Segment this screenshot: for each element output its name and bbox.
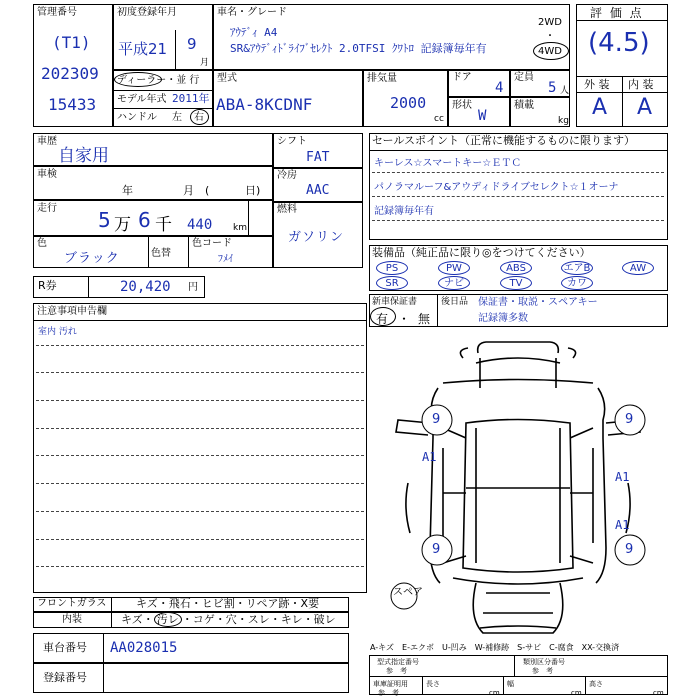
disp-label: 排気量 xyxy=(367,73,397,84)
registration-label: 登録番号 xyxy=(43,671,87,684)
mileage-rest: 440 xyxy=(187,217,213,233)
car-grade: SR&ｱｳﾃﾞｨﾄﾞﾗｲﾌﾞｾﾚｸﾄ 2.0TFSI ｸﾜﾄﾛ 記録簿毎年有 xyxy=(230,42,487,55)
score-int: A xyxy=(637,95,653,120)
color-label: 色 xyxy=(37,238,47,249)
handle-left: 左 xyxy=(172,112,182,123)
garage-ref: 参 考 xyxy=(378,689,399,697)
spare-label: スペア xyxy=(393,587,423,598)
drive-4wd: 4WD xyxy=(538,46,562,57)
equip-airbag: エアB xyxy=(561,261,593,275)
damage-mark-left: A1 xyxy=(422,450,437,464)
windshield-text: キズ・飛石・ヒビ割・リペア跡・X要 xyxy=(136,597,320,610)
length-unit: cm xyxy=(489,689,500,697)
score-int-label: 内 装 xyxy=(628,78,654,91)
garage-cert-label: 車庫証明用 xyxy=(373,680,408,688)
damage-legend: A-キズ E-エクボ U-凹み W-補修跡 S-サビ C-腐食 XX-交換済 xyxy=(370,643,620,652)
score-ext-label: 外 装 xyxy=(584,78,610,91)
mgmt-label: 管理番号 xyxy=(37,7,77,18)
mgmt-number-2: 15433 xyxy=(48,95,97,114)
mileage-man-num: 5 xyxy=(98,208,111,232)
equip-sr: SR xyxy=(376,276,408,290)
equip-abs: ABS xyxy=(500,261,532,275)
interior-label: 内装 xyxy=(62,614,82,625)
recycle-value: 20,420 xyxy=(120,279,171,295)
height-unit: cm xyxy=(653,689,664,697)
disp-value: 2000 xyxy=(390,94,427,112)
doors-value: 4 xyxy=(495,80,504,96)
tire-mark-front-right: 9 xyxy=(625,412,634,427)
recycle-label: R券 xyxy=(38,279,57,292)
inspection-box xyxy=(33,166,273,200)
score-value: (4.5) xyxy=(588,28,650,58)
mileage-sen: 千 xyxy=(155,215,172,235)
chassis-label: 車台番号 xyxy=(43,641,87,654)
load-label: 積載 xyxy=(514,100,534,111)
sales-line-3: 記録簿毎年有 xyxy=(374,206,434,217)
score-ext: A xyxy=(592,95,608,120)
class-ref: 参 考 xyxy=(532,667,553,675)
damage-mark-right-lower: A1 xyxy=(615,518,630,532)
tire-mark-rear-left: 9 xyxy=(432,542,441,557)
class-label: 類別区分番号 xyxy=(523,658,565,666)
ac-value: AAC xyxy=(306,183,330,198)
score-label: 評 価 点 xyxy=(590,6,644,20)
mileage-sen-num: 6 xyxy=(138,208,151,232)
fuel-label: 燃料 xyxy=(277,204,297,215)
inspection-day-open: ( xyxy=(205,184,210,197)
mileage-unit: km xyxy=(233,223,247,233)
height-label: 高さ xyxy=(589,680,603,688)
history-label: 車歴 xyxy=(37,136,57,147)
notes-label: 注意事項申告欄 xyxy=(37,306,107,317)
ac-label: 冷房 xyxy=(277,170,297,181)
drive-4wd-circle xyxy=(533,42,569,60)
equip-tv: TV xyxy=(500,276,532,290)
equip-pw: PW xyxy=(438,261,470,275)
color-code-label: 色コード xyxy=(192,238,232,249)
drive-2wd: 2WD xyxy=(538,17,562,28)
warranty-yes: 有 xyxy=(376,312,389,326)
damage-mark-right-upper: A1 xyxy=(615,470,630,484)
interior-post: ・コゲ・穴・スレ・キレ・破レ xyxy=(181,613,336,626)
inspection-label: 車検 xyxy=(37,169,57,180)
inspection-day: 日) xyxy=(245,184,261,197)
warranty-no: 無 xyxy=(418,312,431,326)
equip-aw: AW xyxy=(622,261,654,275)
history-value: 自家用 xyxy=(58,146,109,166)
interior-circled: 汚レ xyxy=(154,612,182,627)
model-year: 2011年 xyxy=(172,92,210,105)
shift-value: FAT xyxy=(306,150,330,165)
interior-pre: キズ・ xyxy=(121,613,154,626)
chassis-value: AA028015 xyxy=(110,640,178,656)
length-label: 長さ xyxy=(426,680,440,688)
windshield-label: フロントガラス xyxy=(37,598,107,609)
mgmt-number-1: 202309 xyxy=(41,64,99,83)
handle-right: 右 xyxy=(194,112,204,123)
equipment-label: 装備品（純正品に限り◎をつけてください） xyxy=(372,246,591,259)
later-line-1: 保証書・取説・スペアキー xyxy=(478,297,598,308)
shape-label: 形状 xyxy=(452,100,472,111)
load-unit: kg xyxy=(558,116,569,126)
repaint-label: 色替 xyxy=(151,248,171,259)
handle-label: ハンドル xyxy=(117,112,157,123)
model-label: 型式 xyxy=(217,73,237,84)
fuel-value: ガソリン xyxy=(288,230,345,245)
tire-mark-rear-right: 9 xyxy=(625,542,634,557)
type-ref: 参 考 xyxy=(386,667,407,675)
mileage-man: 万 xyxy=(114,215,131,235)
first-reg-month-unit: 月 xyxy=(200,58,210,68)
capacity-label: 定員 xyxy=(514,72,534,83)
notes-line-1: 室内 汚れ xyxy=(38,327,77,337)
sales-line-1: キーレス☆スマートキー☆ＥＴＣ xyxy=(374,158,522,169)
color-code-value: ﾌﾒｲ xyxy=(218,254,233,265)
sales-label: セールスポイント（正常に機能するものに限ります） xyxy=(372,134,636,147)
disp-unit: cc xyxy=(434,114,444,124)
first-reg-era: 平成21 xyxy=(118,40,168,58)
width-unit: cm xyxy=(571,689,582,697)
warranty-sep: ・ xyxy=(398,312,411,326)
width-label: 幅 xyxy=(507,680,514,688)
shape-value: W xyxy=(478,108,487,124)
capacity-value: 5 xyxy=(548,80,557,96)
tire-mark-front-left: 9 xyxy=(432,412,441,427)
equip-leather: カワ xyxy=(561,276,593,290)
dealer-text: ディーラー・並 行 xyxy=(117,75,200,86)
car-name: ｱｳﾃﾞｨ A4 xyxy=(230,26,278,39)
lot-prefix: (T1) xyxy=(52,33,91,52)
warranty-label: 新車保証書 xyxy=(372,297,418,307)
capacity-unit: 人 xyxy=(560,86,570,96)
recycle-unit: 円 xyxy=(188,282,198,293)
model-value: ABA-8KCDNF xyxy=(216,95,313,114)
inspection-month: 月 xyxy=(183,184,194,197)
later-label: 後日品 xyxy=(441,297,469,307)
first-reg-label: 初度登録年月 xyxy=(117,7,177,18)
sales-line-2: パノラマルーフ&アウディドライブセレクト☆１オーナ xyxy=(374,182,619,193)
type-designation-label: 型式指定番号 xyxy=(377,658,419,666)
drive-sep: ・ xyxy=(545,31,555,42)
first-reg-month: 9 xyxy=(187,35,197,53)
model-year-label: モデル年式 xyxy=(117,94,167,105)
notes-box xyxy=(33,303,367,593)
doors-label: ドア xyxy=(452,72,472,83)
shift-label: シフト xyxy=(277,136,307,147)
equip-ps: PS xyxy=(376,261,408,275)
mileage-label: 走行 xyxy=(37,203,57,214)
equip-navi: ナビ xyxy=(438,276,470,290)
color-value: ブラック xyxy=(64,251,120,266)
later-line-2: 記録簿多数 xyxy=(478,313,528,324)
interior-text xyxy=(121,614,336,626)
recycle-box xyxy=(33,276,205,298)
car-name-label: 車名・グレード xyxy=(217,7,287,18)
inspection-year: 年 xyxy=(122,184,133,197)
